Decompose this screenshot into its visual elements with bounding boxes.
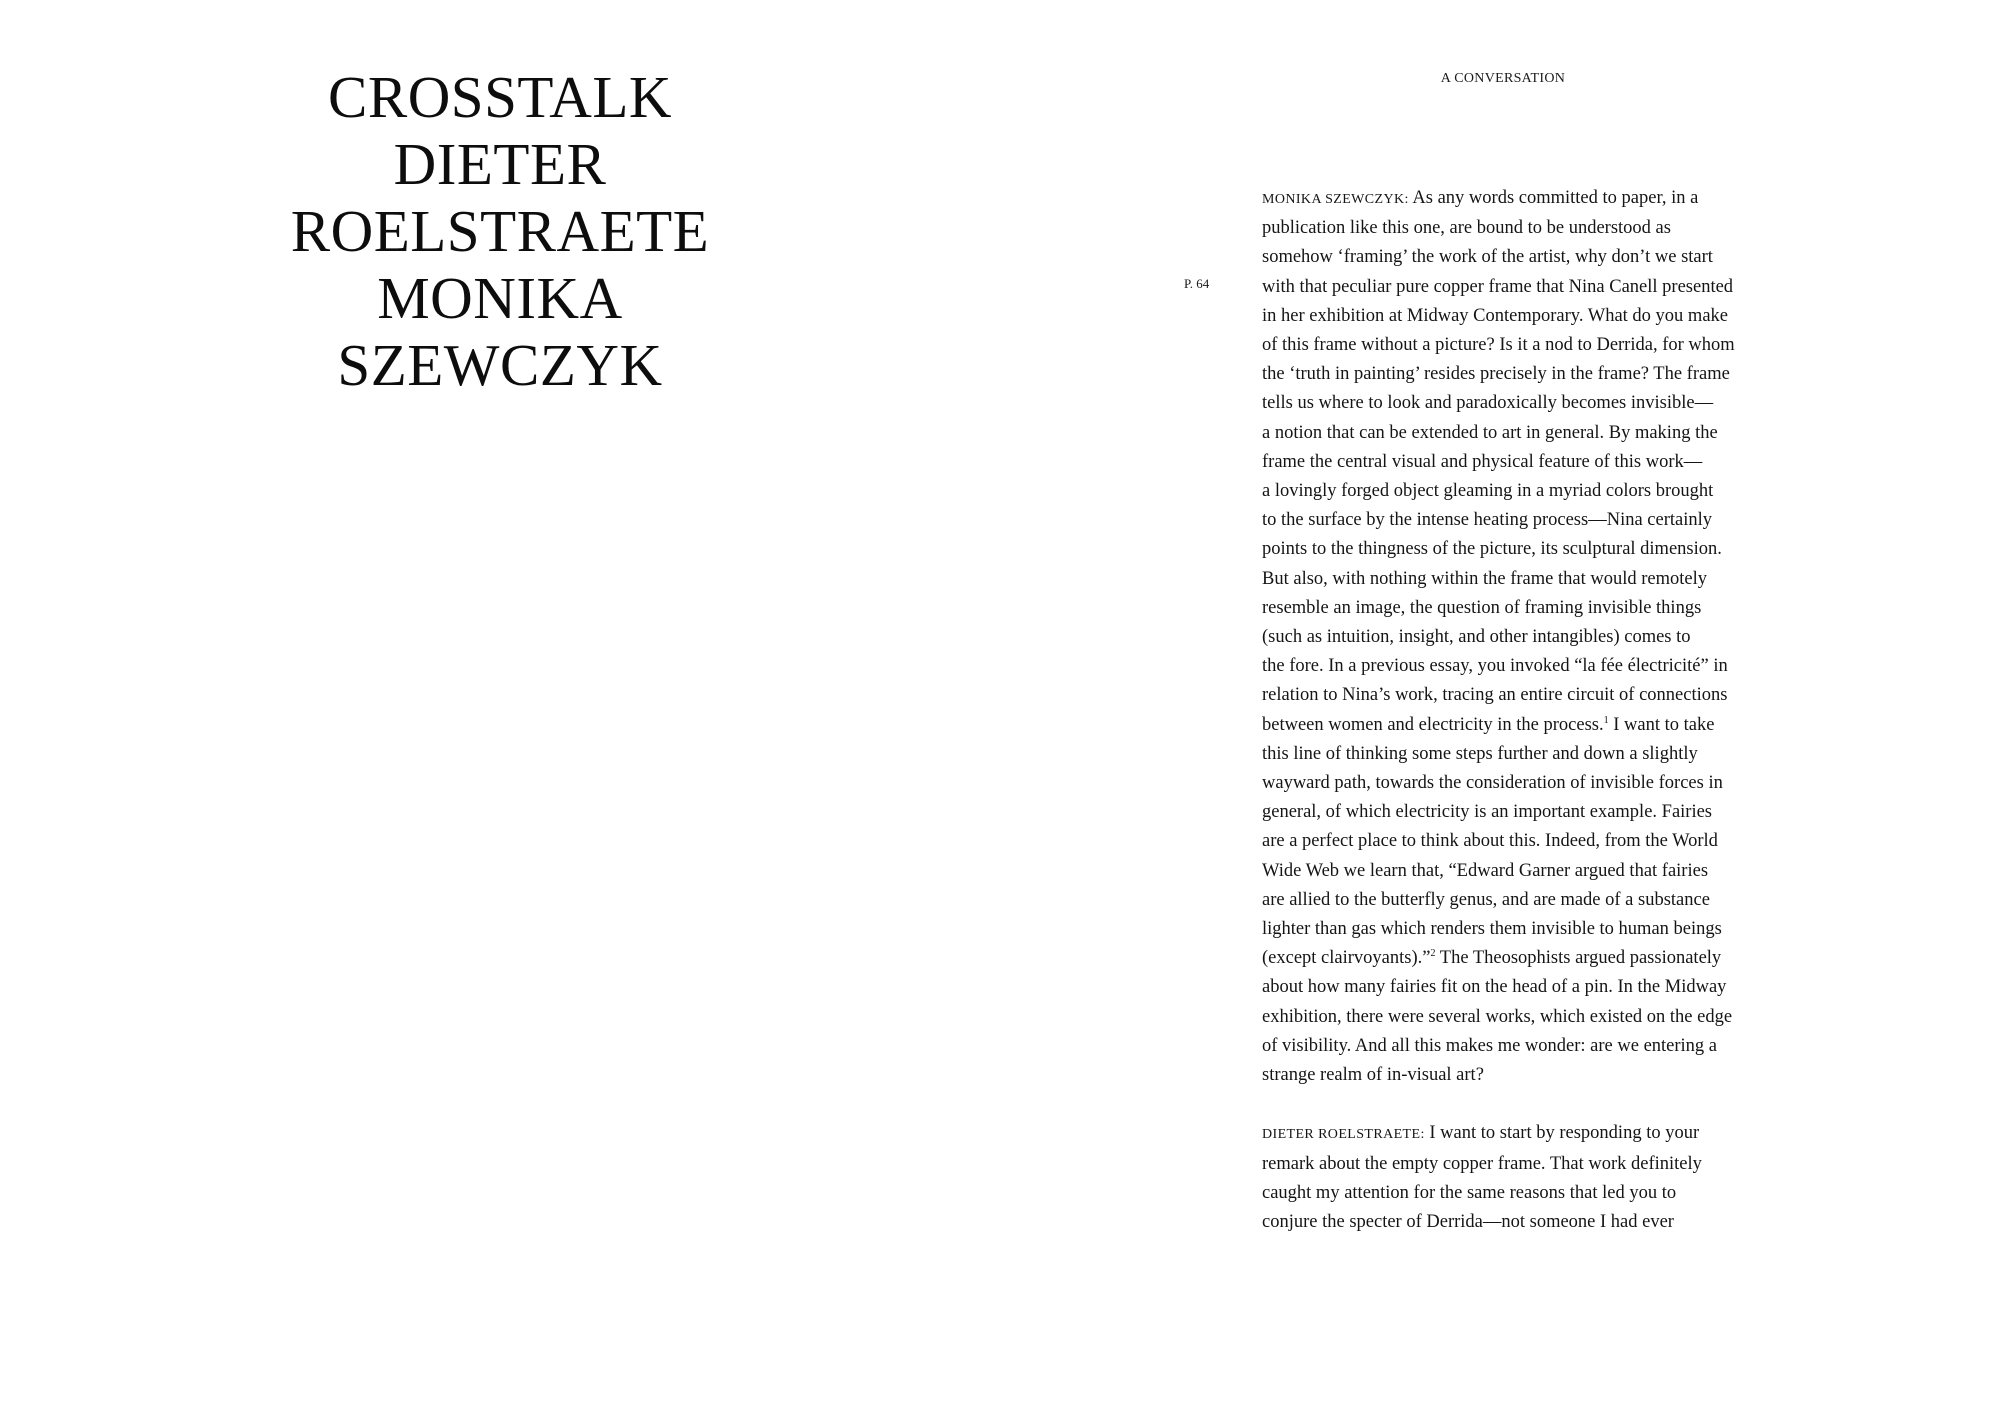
page-title <box>240 64 760 399</box>
line-text: The Theosophists argued passionately <box>1435 948 1722 969</box>
text-line: to the surface by the intense heating process—Nina certainly <box>1262 510 1713 531</box>
title-line: MONIKA <box>377 265 623 331</box>
line-text: I want to take <box>1608 714 1715 735</box>
text-line: of visibility. And all this makes me wonder: are we entering a <box>1262 1035 1718 1056</box>
text-line: a lovingly forged object gleaming in a myriad colors brought <box>1262 481 1714 502</box>
text-line <box>1262 184 1802 214</box>
title-line: DIETER <box>393 131 607 197</box>
paragraph-gap <box>1262 1090 1802 1119</box>
text-line: relation to Nina’s work, tracing an entire circuit of connections <box>1262 685 1728 706</box>
text-line: somehow ‘framing’ the work of the artist, why don’t we start <box>1262 247 1713 268</box>
text-line: with that peculiar pure copper frame that Nina Canell presented <box>1262 276 1734 297</box>
conversation-text <box>1262 184 1802 1237</box>
title-line: SZEWCZYK <box>337 332 663 398</box>
speaker-label: DIETER ROELSTRAETE: <box>1262 1127 1425 1143</box>
text-line: about how many fairies fit on the head of a pin. In the Midway <box>1262 977 1727 998</box>
text-line: general, of which electricity is an important example. Fairies <box>1262 802 1713 823</box>
text-line: of this frame without a picture? Is it a nod to Derrida, for whom <box>1262 335 1735 356</box>
text-line: points to the thingness of the picture, its sculptural dimension. <box>1262 539 1722 560</box>
footnote-marker[interactable]: 1 <box>1603 714 1609 726</box>
line-text: between women and electricity in the process. <box>1262 714 1604 735</box>
text-line: are a perfect place to think about this. Indeed, from the World <box>1262 831 1718 852</box>
text-line: resemble an image, the question of framing invisible things <box>1262 597 1702 618</box>
title-line: CROSSTALK <box>327 64 672 130</box>
text-line: Wide Web we learn that, “Edward Garner argued that fairies <box>1262 860 1709 881</box>
text-line: publication like this one, are bound to be understood as <box>1262 218 1671 239</box>
text-line <box>1262 1119 1802 1149</box>
text-line: (such as intuition, insight, and other intangibles) comes to <box>1262 627 1691 648</box>
text-line: But also, with nothing within the frame that would remotely <box>1262 568 1707 589</box>
text-line: are allied to the butterfly genus, and are made of a substance <box>1262 889 1710 910</box>
text-line: in her exhibition at Midway Contemporary. What do you make <box>1262 305 1728 326</box>
text-line: lighter than gas which renders them invisible to human beings <box>1262 919 1722 940</box>
text-line: the fore. In a previous essay, you invoked “la fée électricité” in <box>1262 656 1728 677</box>
text-line: strange realm of in-visual art? <box>1262 1065 1484 1086</box>
text-line <box>1262 711 1802 740</box>
margin-page-reference: P. 64 <box>1184 276 1210 291</box>
text-line: conjure the specter of Derrida—not someone I had ever <box>1262 1212 1674 1233</box>
line-text: (except clairvoyants).” <box>1262 948 1431 969</box>
text-line: this line of thinking some steps further and down a slightly <box>1262 743 1698 764</box>
text-line <box>1262 944 1802 973</box>
text-line: remark about the empty copper frame. That work definitely <box>1262 1153 1702 1174</box>
footnote-marker[interactable]: 2 <box>1430 948 1436 960</box>
line-text: As any words committed to paper, in a <box>1412 188 1699 208</box>
text-line: exhibition, there were several works, which existed on the edge <box>1262 1006 1733 1027</box>
text-line: caught my attention for the same reasons that led you to <box>1262 1182 1677 1203</box>
text-line: the ‘truth in painting’ resides precisely in the frame? The frame <box>1262 364 1730 385</box>
running-head: A CONVERSATION <box>1440 71 1566 86</box>
text-line: tells us where to look and paradoxically becomes invisible— <box>1262 393 1714 414</box>
line-text: I want to start by responding to your <box>1429 1123 1700 1144</box>
text-line: frame the central visual and physical feature of this work— <box>1262 451 1703 472</box>
text-line: wayward path, towards the consideration of invisible forces in <box>1262 773 1723 794</box>
title-line: ROELSTRAETE <box>290 198 710 264</box>
text-line: a notion that can be extended to art in general. By making the <box>1262 422 1718 443</box>
speaker-label: MONIKA SZEWCZYK: <box>1262 192 1409 207</box>
